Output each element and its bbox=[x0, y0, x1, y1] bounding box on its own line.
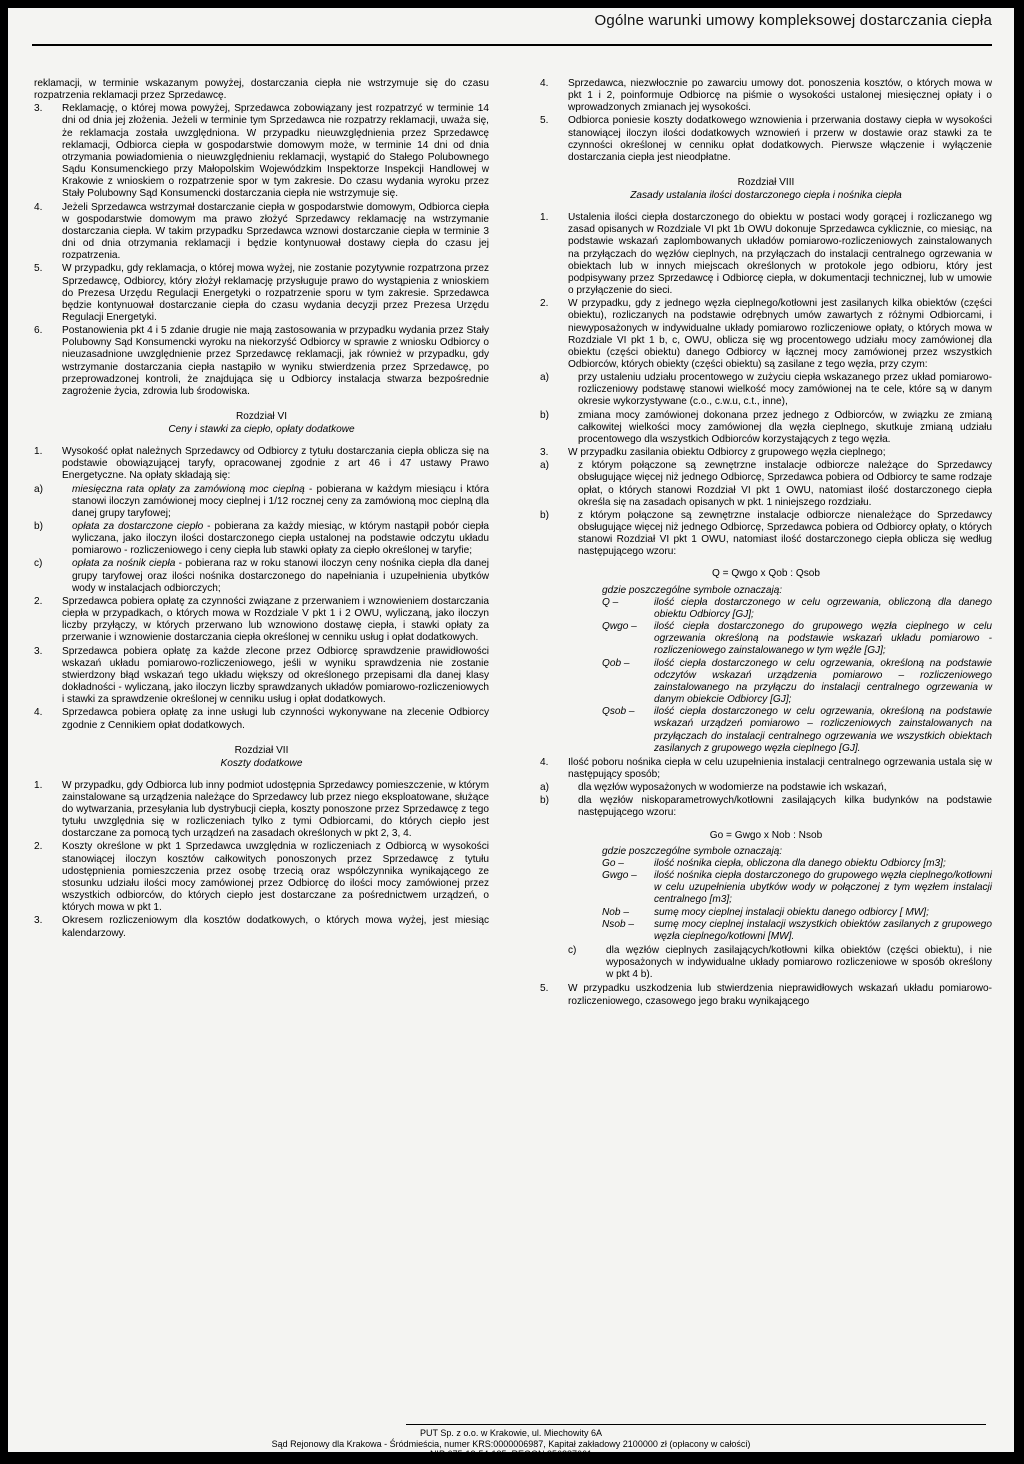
ch8-sub-item bbox=[540, 410, 992, 446]
header-rule bbox=[32, 44, 992, 46]
definition-row bbox=[602, 658, 992, 707]
sub-letter: b) bbox=[540, 509, 549, 521]
list-item bbox=[34, 707, 489, 731]
definition-symbol: Nsob – bbox=[602, 918, 634, 930]
left-top-items bbox=[34, 103, 489, 398]
item-text: Wysokość opłat należnych Sprzedawcy od Odbiorcy z tytułu dostarczania ciepła oblicza się na podstawie obowiązującej taryfy, opracowanej zgodnie z art 46 i 47 ustawy Prawo Energetyczne. Na opłaty składają się: bbox=[62, 446, 489, 482]
ch8-item-4 bbox=[540, 757, 992, 781]
item-number: 5. bbox=[34, 263, 43, 275]
list-item bbox=[34, 263, 489, 324]
item-text: Sprzedawca pobiera opłatę za czynności związane z przerwaniem i wznowieniem dostarczania ciepła w przypadkach, o których mowa w Rozdziale V pkt 1 i 2 OWU, wyliczaną, jako iloczyn liczby przyłączy, w których przerwano lub wznowiono dostawę ciepła, i stawki opłaty za przerwanie i wznowienie dostarczania ciepła określonej w cenniku usług i opłat dodatkowych. bbox=[62, 595, 489, 644]
item-text: W przypadku, gdy Odbiorca lub inny podmiot udostępnia Sprzedawcy pomieszczenie, w którym zainstalowane są urządzenia należące do Sprzedawcy lub przez niego eksploatowane, służące do wytwarzania, przesyłania lub dystrybucji ciepła, koszty ponoszone przez Sprzedawcę z tego tytułu uwzględnia się w rozliczeniach tylko z tymi Odbiorcami, do których ciepło jest dostarczane za pomocą tych urządzeń na zasadach określonych w pkt 2, 3, 4. bbox=[62, 779, 489, 840]
chapter-8-title: Rozdział VIII bbox=[737, 177, 795, 189]
sub-letter: a) bbox=[34, 483, 43, 495]
item-number: 6. bbox=[34, 325, 43, 337]
definition-symbol: Go – bbox=[602, 857, 624, 869]
sub-letter: a) bbox=[540, 782, 549, 794]
sub-letter: b) bbox=[540, 795, 549, 807]
sub-text: dla węzłów wyposażonych w wodomierze na podstawie ich wskazań, bbox=[578, 782, 887, 794]
sub-letter: a) bbox=[540, 460, 549, 472]
definitions-list bbox=[602, 858, 992, 943]
sub-description: - pobierana w każdym miesiącu i która stanowi iloczyn zamówionej mocy cieplnej i 1/12 rocznej ceny za zamówioną moc cieplną dla danej grupy taryfowej; bbox=[72, 483, 489, 519]
item-number: 4. bbox=[34, 707, 43, 719]
definition-text: ilość ciepła dostarczonego w celu ogrzewania, określoną na podstawie wskazań urządzeń pomiarowo – rozliczeniowych zainstalowanych na przyłączach do instalacji centralnego ogrzewania we wszystkich obiektach zasilanych z grupowego węzła cieplnego [GJ]. bbox=[654, 706, 992, 754]
definition-row bbox=[602, 919, 992, 943]
footer-company: PUT Sp. z o.o. w Krakowie, ul. Miechowity 6A bbox=[420, 1428, 602, 1438]
list-item bbox=[34, 841, 489, 914]
item-text: Okresem rozliczeniowym dla kosztów dodatkowych, o których mowa wyżej, jest miesiąc kalendarzowy. bbox=[62, 915, 489, 939]
footer-ids: NIP:675-12-54-135, REGON:356287661 bbox=[429, 1449, 593, 1459]
ch8-sub-item bbox=[540, 795, 992, 819]
chapter-6-subtitle: Ceny i stawki za ciepło, opłaty dodatkowe bbox=[168, 424, 355, 436]
sub-text: przy ustaleniu udziału procentowego w zużyciu ciepła wskazanego przez układ pomiarowo-rozliczeniowy podstawę stanowi wielkość mocy zamówionej na te cele, które są w danym okresie wykorzystywane (c.o., c.w.u, c.t., inne), bbox=[578, 372, 992, 408]
ch6-item-1 bbox=[34, 446, 489, 482]
list-item bbox=[34, 646, 489, 707]
definitions-intro: gdzie poszczególne symbole oznaczają: bbox=[602, 845, 783, 857]
item-text: Koszty określone w pkt 1 Sprzedawca uwzględnia w rozliczeniach z Odbiorcą w wysokości stanowiącej iloczyn kosztów całkowitych ponoszonych przez Sprzedawcę z tytułu udostępnienia pomieszczenia przez osobę trzecią oraz współczynnika wynikającego ze stosunku udziału ilości mocy zamówionej przez Odbiorcę do ilości mocy zamówionej przez wszystkich odbiorców, do których ciepło jest dostarczane za pośrednictwem urządzeń, o których mowa w pkt 1. bbox=[62, 841, 489, 914]
definition-text: ilość nośnika ciepła dostarczonego do grupowego węzła cieplnego/kotłowni w celu uzupełnienia ubytków wody w połączonej z tym węzłem instalacji centralnego [m3]; bbox=[654, 870, 992, 906]
sub-letter: c) bbox=[34, 558, 43, 570]
definition-text: ilość ciepła dostarczonego w celu ogrzewania, obliczoną dla danego obiektu Odbiorcy [GJ]; bbox=[654, 596, 992, 620]
item-number: 2. bbox=[34, 595, 43, 607]
definition-symbol: Nob – bbox=[602, 906, 629, 918]
list-item bbox=[34, 325, 489, 398]
ch8-sub-item bbox=[540, 460, 992, 509]
document-header: Ogólne warunki umowy kompleksowej dostarczania ciepła bbox=[594, 12, 992, 29]
ch6-sub-item bbox=[34, 558, 489, 594]
definition-text: ilość nośnika ciepła, obliczona dla danego obiektu Odbiorcy [m3]; bbox=[654, 857, 946, 869]
item-text: W przypadku, gdy z jednego węzła cieplnego/kotłowni jest zasilanych kilka obiektów (części obiektu), rozliczanych na podstawie odrębnych umów zawartych z różnymi Odbiorcami, i niewyposażonych w indywidualne układy pomiarowo rozliczeniowe opłaty, o których mowa w Rozdziale VI pkt 1 b, c, OWU, oblicza się wg procentowego udziału mocy zamówionej dla obiektu (części obiektu) danego Odbiorcy w łącznej mocy zamówionej przez wszystkich Odbiorców, których obiekty (części obiektu) są zasilane z tego węzła, przy czym: bbox=[568, 298, 992, 370]
chapter-6-title: Rozdział VI bbox=[235, 411, 288, 423]
sub-term: opłata za nośnik ciepła bbox=[72, 558, 176, 570]
document-sheet bbox=[8, 8, 1014, 1464]
ch8-item-2 bbox=[540, 298, 992, 371]
item-text: Postanowienia pkt 4 i 5 zdanie drugie nie mają zastosowania w przypadku wydania przez Stały Polubowny Sąd Konsumencki wyroku na niekorzyść Odbiorcy w sprawie z wniosku Odbiorcy o nieuzasadnione uwzględnienie przez Sprzedawcę reklamacji, jak również w przypadku, gdy wstrzymanie dostarczania ciepła nastąpiło w wyniku stwierdzenia przez Sprzedawcę, po przeprowadzonej kontroli, że znajdująca się u Odbiorcy instalacja stwarza bezpośrednie zagrożenie życia, zdrowia lub środowiska. bbox=[62, 325, 489, 397]
list-item bbox=[540, 78, 992, 114]
ch8-sub-item bbox=[540, 372, 992, 408]
footer-version: Luty'18 bbox=[28, 1455, 54, 1464]
intro-paragraph: reklamacji, w terminie wskazanym powyżej, dostarczania ciepła nie wstrzymuje się do czasu rozpatrzenia reklamacji przez Sprzedawcę. bbox=[34, 78, 489, 102]
right-top-items bbox=[540, 78, 992, 164]
definition-row bbox=[602, 870, 992, 906]
sub-term: miesięczna rata opłaty za zamówioną moc cieplną bbox=[72, 483, 305, 495]
item-text: W przypadku, gdy reklamacja, o której mowa wyżej, nie zostanie pozytywnie rozpatrzona przez Sprzedawcę, Odbiorcy, który złożył reklamację przysługuje prawo do wystąpienia z wnioskiem do Prezesa Urzędu Regulacji Energetyki o rozpatrzenie sporu w tym zakresie. Sprzedawca będzie kontynuował dostarczanie ciepła do czasu wydania decyzji przez Prezesa Urzędu Regulacji Energetyki. bbox=[62, 263, 489, 323]
definition-symbol: Qob – bbox=[602, 657, 630, 669]
list-item bbox=[34, 202, 489, 263]
formula-go-definitions bbox=[602, 846, 992, 943]
ch8-item-5 bbox=[540, 983, 992, 1007]
chapter-7-heading bbox=[34, 744, 489, 770]
item-number: 5. bbox=[540, 983, 549, 995]
definitions-list bbox=[602, 597, 992, 755]
definition-text: sumę mocy cieplnej instalacji wszystkich obiektów zasilanych z grupowego węzła cieplnego/kotłowni [MW]. bbox=[654, 918, 992, 942]
footer bbox=[8, 1428, 1014, 1460]
item-number: 1. bbox=[34, 779, 43, 791]
definition-symbol: Gwgo – bbox=[602, 870, 637, 882]
list-item bbox=[34, 915, 489, 939]
sub-description: - pobierana za każdy miesiąc, w którym nastąpił pobór ciepła wyliczana, jako iloczyn ilości dostarczonego ciepła ustalonej na podstawie odczytu układu pomiarowo - rozliczeniowego i ceny ciepła lub stawki opłaty za ciepło określonej w taryfie; bbox=[72, 521, 489, 557]
sub-text: dla węzłów cieplnych zasilających/kotłowni kilka obiektów (części obiektu), i nie wyposażonych w indywidualne układy pomiarowo rozliczeniowe w sposób określony w pkt 4 b). bbox=[606, 945, 992, 981]
item-text: Sprzedawca, niezwłocznie po zawarciu umowy dot. ponoszenia kosztów, o których mowa w pkt 1 i 2, poinformuje Odbiorcę na piśmie o wysokości ustalonej miesięcznej opłaty i o wprowadzonych zmianach jej wysokości. bbox=[568, 78, 992, 114]
footer-rule bbox=[406, 1424, 986, 1425]
definitions-intro: gdzie poszczególne symbole oznaczają: bbox=[602, 584, 783, 596]
footer-court: Sąd Rejonowy dla Krakowa - Śródmieścia, numer KRS:0000006987, Kapitał zakładowy 2100000 zł (opłacony w całości) bbox=[271, 1438, 751, 1449]
ch6-sub-item bbox=[34, 484, 489, 520]
item-number: 3. bbox=[34, 915, 43, 927]
definition-symbol: Q – bbox=[602, 596, 619, 608]
sub-text bbox=[72, 558, 489, 594]
sub-text bbox=[72, 484, 489, 520]
item-text: W przypadku uszkodzenia lub stwierdzenia nieprawidłowych wskazań układu pomiarowo-rozliczeniowego, czasowego jego braku wynikającego bbox=[568, 983, 992, 1007]
item-text: Sprzedawca pobiera opłatę za inne usługi lub czynności wykonywane na zlecenie Odbiorcy zgodnie z Cennikiem opłat dodatkowych. bbox=[62, 707, 489, 731]
definition-row bbox=[602, 907, 992, 919]
formula-go: Go = Gwgo x Nob : Nsob bbox=[709, 829, 823, 841]
item-number: 3. bbox=[34, 645, 43, 657]
ch8-4-sub-c bbox=[568, 945, 992, 981]
ch6-items bbox=[34, 596, 489, 732]
item-number: 1. bbox=[540, 212, 549, 224]
chapter-7-subtitle: Koszty dodatkowe bbox=[220, 757, 303, 769]
ch8-sub-item bbox=[540, 782, 992, 794]
definition-row bbox=[602, 597, 992, 621]
definition-text: ilość ciepła dostarczonego do grupowego węzła cieplnego w celu ogrzewania określoną na podstawie wskazań układu pomiarowo - rozliczeniowego zainstalowanego w tym węźle [GJ]; bbox=[654, 621, 992, 657]
ch8-3-sub-items bbox=[540, 460, 992, 558]
item-number: 4. bbox=[34, 201, 43, 213]
sub-text: dla węzłów niskoparametrowych/kotłowni zasilających kilka budynków na podstawie następującego wzoru: bbox=[578, 795, 992, 819]
item-number: 4. bbox=[540, 78, 549, 89]
item-number: 3. bbox=[540, 447, 549, 459]
list-item bbox=[34, 103, 489, 200]
page-number: Str. 3/6 bbox=[951, 1454, 980, 1464]
chapter-8-heading bbox=[540, 176, 992, 202]
ch8-item-1 bbox=[540, 212, 992, 297]
sub-letter: b) bbox=[540, 409, 549, 421]
sub-description: - pobierana raz w roku stanowi iloczyn ceny nośnika ciepła dla danej grupy taryfowej oraz ilości nośnika dostarczonego do napełniania i uzupełnienia ubytków wody w instalacjach odbiorczych; bbox=[72, 558, 489, 594]
definition-row bbox=[602, 858, 992, 870]
item-number: 3. bbox=[34, 103, 43, 115]
ch8-4-sub-items bbox=[540, 782, 992, 819]
ch7-items bbox=[34, 780, 489, 940]
sub-letter: c) bbox=[568, 945, 577, 956]
item-number: 2. bbox=[34, 841, 43, 853]
sub-term: opłata za dostarczone ciepło bbox=[72, 521, 204, 532]
left-column bbox=[34, 78, 489, 941]
list-item bbox=[34, 780, 489, 841]
ch6-sub-item bbox=[34, 521, 489, 557]
item-number: 5. bbox=[540, 115, 549, 127]
definition-text: ilość ciepła dostarczonego w celu ogrzewania, określoną na podstawie odczytów wskazań urządzenia pomiarowo – rozliczeniowego zainstalowanego na przyłączu do instalacji centralnego ogrzewania w danym obiekcie Odbiorcy [GJ]; bbox=[654, 657, 992, 706]
sub-text: z którym połączone są zewnętrzne instalacje odbiorcze nienależące do Sprzedawcy obsługujące więcej niż jednego Odbiorcę, Sprzedawca pobiera od Odbiorcy opłaty, o których stanowi Rozdział VI pkt 1 OWU, natomiast ilość dostarczonego ciepła oblicza się według następującego wzoru: bbox=[578, 509, 992, 558]
definition-text: sumę mocy cieplnej instalacji obiektu danego odbiorcy [ MW]; bbox=[654, 906, 929, 918]
ch8-2-sub-items bbox=[540, 372, 992, 446]
chapter-8-subtitle: Zasady ustalania ilości dostarczonego ciepła i nośnika ciepła bbox=[630, 190, 902, 202]
ch8-item-3 bbox=[540, 447, 992, 459]
formula-q: Q = Qwgo x Qob : Qsob bbox=[712, 568, 820, 580]
item-number: 4. bbox=[540, 756, 549, 768]
item-text: W przypadku zasilania obiektu Odbiorcy z grupowego węzła cieplnego; bbox=[568, 447, 886, 459]
item-text: Ustalenia ilości ciepła dostarczonego do obiektu w postaci wody gorącej i rozliczanego wg zasad opisanych w Rozdziale VI pkt 1b OWU dokonuje Sprzedawca cyklicznie, co miesiąc, na podstawie wskazań zaplombowanych układów pomiarowo-rozliczeniowych zainstalowanych na przyłączach do węzłów cieplnych, na przyłączach do instalacji centralnego ogrzewania w obiektach lub w innych miejscach określonych w protokole jego odbioru, który jest podpisywany przez Sprzedawcę i Odbiorcę ciepła, w dokumentacji technicznej, lub w umowie o przyłączenie do sieci. bbox=[568, 212, 992, 297]
ch6-sub-items bbox=[34, 484, 489, 595]
ch8-sub-item bbox=[540, 510, 992, 559]
list-item bbox=[540, 115, 992, 164]
formula-q-definitions bbox=[602, 585, 992, 755]
definition-row bbox=[602, 621, 992, 657]
item-text: Odbiorca poniesie koszty dodatkowego wznowienia i przerwania dostawy ciepła w wysokości stanowiącej iloczyn ilości dodatkowych wznowień i przerw w dostawie oraz stawki za te czynności określonej w cenniku opłat dodatkowych. Pierwsze włączenie i wyłączenie dostarczania ciepła jest nieodpłatne. bbox=[568, 115, 992, 163]
sub-text: zmiana mocy zamówionej dokonana przez jednego z Odbiorców, w związku ze zmianą całkowitej wielkości mocy zamówionej dla węzła cieplnego, skutkuje zmianą udziału procentowego dla wszystkich Odbiorców korzystających z tego węzła. bbox=[578, 409, 992, 445]
item-number: 2. bbox=[540, 298, 549, 310]
item-text: Sprzedawca pobiera opłatę za każde zlecone przez Odbiorcę sprawdzenie prawidłowości wskazań układu pomiarowo-rozliczeniowego, jeśli w wyniku sprawdzenia nie zostanie stwierdzony błąd wskazań tego układu większy od określonego przepisami dla danej klasy dokładności - wyliczaną, jako iloczyn liczby sprawdzanych układów pomiarowo-rozliczeniowych i stawki za sprawdzenie określonej w cenniku usług i opłat dodatkowych. bbox=[62, 645, 489, 706]
right-column bbox=[540, 78, 992, 1009]
chapter-7-title: Rozdział VII bbox=[234, 744, 289, 756]
definition-symbol: Qwgo – bbox=[602, 621, 637, 633]
item-text: Jeżeli Sprzedawca wstrzymał dostarczanie ciepła w gospodarstwie domowym, Odbiorca ciepła w gospodarstwie domowym ma prawo złożyć Sprzedawcy reklamację na wstrzymanie dostarczania ciepła. W takim przypadku Sprzedawca wznowi dostarczanie ciepła w terminie 3 dni od dnia otrzymania reklamacji i będzie kontynuował dostawy ciepła do czasu jej rozpatrzenia. bbox=[62, 201, 489, 262]
item-text: Reklamację, o której mowa powyżej, Sprzedawca zobowiązany jest rozpatrzyć w terminie 14 dni od dnia jej złożenia. Jeżeli w terminie tym Sprzedawca nie rozpatrzy reklamacji, uważa się, że reklamacja została uwzględniona. W przypadku nieuwzględnienia przez Sprzedawcę reklamacji, Odbiorca ciepła w gospodarstwie domowym może, w terminie 14 dni od dnia otrzymania powiadomienia o nieuwzględnieniu reklamacji, wystąpić do Stałego Polubownego Sądu Konsumenckiego przy Małopolskim Wojewódzkim Inspektorze Inspekcji Handlowej w Krakowie z wnioskiem o rozpatrzenie spor w tym zakresie. Do czasu wydania wyroku przez Stały Polubowny Sąd Konsumencki dostarczania ciepła nie wstrzymuje się. bbox=[62, 103, 489, 200]
definition-symbol: Qsob – bbox=[602, 706, 635, 718]
definition-row bbox=[602, 706, 992, 755]
sub-text bbox=[72, 521, 489, 557]
list-item bbox=[34, 596, 489, 645]
chapter-6-heading bbox=[34, 410, 489, 436]
sub-text: z którym połączone są zewnętrzne instalacje odbiorcze należące do Sprzedawcy obsługujące więcej niż jednego Odbiorcę, Sprzedawca pobiera od Odbiorcy te same rodzaje opłat, o których stanowi Rozdział VI pkt 1 OWU, natomiast ilość dostarczonego ciepła określa się na zasadach opisanych w pkt. 1 niniejszego rozdziału. bbox=[578, 460, 992, 508]
item-text: Ilość poboru nośnika ciepła w celu uzupełnienia instalacji centralnego ogrzewania ustala się w następujący sposób; bbox=[568, 756, 992, 780]
item-number: 1. bbox=[34, 446, 43, 458]
sub-letter: b) bbox=[34, 521, 43, 532]
sub-letter: a) bbox=[540, 372, 549, 384]
